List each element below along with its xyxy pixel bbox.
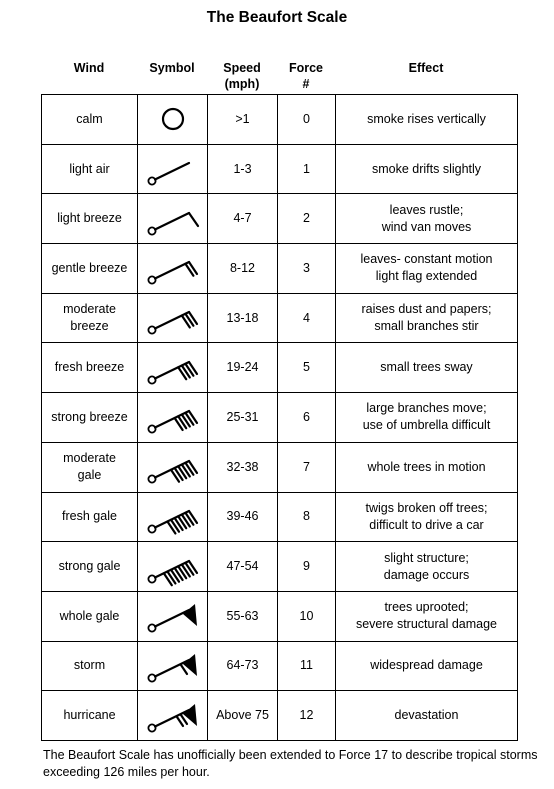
effect-text: large branches move; use of umbrella difficult <box>336 393 518 443</box>
symbol-cell <box>138 343 208 393</box>
speed-value: 13-18 <box>208 293 278 343</box>
header-force: Force # <box>288 61 324 91</box>
speed-value: 64-73 <box>208 641 278 691</box>
speed-value: 25-31 <box>208 393 278 443</box>
symbol-cell <box>138 591 208 641</box>
speed-value: 1-3 <box>208 144 278 194</box>
symbol-cell <box>138 492 208 542</box>
symbol-cell <box>138 442 208 492</box>
symbol-cell <box>138 691 208 741</box>
symbol-cell <box>138 144 208 194</box>
speed-value: 47-54 <box>208 542 278 592</box>
effect-text: trees uprooted; severe structural damage <box>336 591 518 641</box>
force-value: 9 <box>278 542 336 592</box>
wind-name: light breeze <box>42 194 138 244</box>
speed-value: 19-24 <box>208 343 278 393</box>
effect-text: leaves- constant motion light flag extended <box>336 244 518 294</box>
table-row <box>42 542 518 592</box>
wind-barb-force-9-icon <box>143 547 203 587</box>
force-value: 4 <box>278 293 336 343</box>
force-value: 10 <box>278 591 336 641</box>
force-value: 2 <box>278 194 336 244</box>
effect-text: smoke drifts slightly <box>336 144 518 194</box>
speed-value: 8-12 <box>208 244 278 294</box>
wind-barb-force-7-icon <box>143 447 203 487</box>
wind-barb-force-3-icon <box>143 248 203 288</box>
table-row <box>42 492 518 542</box>
wind-name: fresh breeze <box>42 343 138 393</box>
speed-value: >1 <box>208 95 278 145</box>
force-value: 6 <box>278 393 336 443</box>
effect-text: whole trees in motion <box>336 442 518 492</box>
effect-text: smoke rises vertically <box>336 95 518 145</box>
force-value: 11 <box>278 641 336 691</box>
force-value: 7 <box>278 442 336 492</box>
symbol-cell <box>138 293 208 343</box>
speed-value: Above 75 <box>208 691 278 741</box>
calm-circle-icon <box>143 99 203 139</box>
wind-name: moderate breeze <box>42 293 138 343</box>
wind-barb-force-2-icon <box>143 199 203 239</box>
wind-name: storm <box>42 641 138 691</box>
table-row <box>42 95 518 145</box>
table-row <box>42 343 518 393</box>
force-value: 5 <box>278 343 336 393</box>
wind-barb-force-10-icon <box>143 596 203 636</box>
force-value: 1 <box>278 144 336 194</box>
wind-name: whole gale <box>42 591 138 641</box>
symbol-cell <box>138 244 208 294</box>
table-row <box>42 591 518 641</box>
speed-value: 55-63 <box>208 591 278 641</box>
wind-barb-force-5-icon <box>143 348 203 388</box>
effect-text: twigs broken off trees; difficult to drive a car <box>336 492 518 542</box>
footnote: The Beaufort Scale has unofficially been extended to Force 17 to describe tropical storms exceeding 126 miles per hour. <box>43 748 538 779</box>
speed-value: 39-46 <box>208 492 278 542</box>
table-row <box>42 144 518 194</box>
speed-value: 32-38 <box>208 442 278 492</box>
table-row <box>42 442 518 492</box>
force-value: 8 <box>278 492 336 542</box>
table-row <box>42 393 518 443</box>
wind-barb-force-1-icon <box>143 149 203 189</box>
force-value: 0 <box>278 95 336 145</box>
wind-barb-force-4-icon <box>143 298 203 338</box>
table-row <box>42 293 518 343</box>
symbol-cell <box>138 393 208 443</box>
page-title: The Beaufort Scale <box>206 9 348 26</box>
force-value: 12 <box>278 691 336 741</box>
table-row <box>42 641 518 691</box>
effect-text: widespread damage <box>336 641 518 691</box>
effect-text: raises dust and papers; small branches stir <box>336 293 518 343</box>
wind-barb-force-8-icon <box>143 497 203 537</box>
beaufort-table <box>41 94 518 741</box>
table-row <box>42 244 518 294</box>
wind-barb-force-6-icon <box>143 397 203 437</box>
effect-text: slight structure; damage occurs <box>336 542 518 592</box>
wind-name: fresh gale <box>42 492 138 542</box>
symbol-cell <box>138 542 208 592</box>
wind-name: light air <box>42 144 138 194</box>
table-row <box>42 691 518 741</box>
header-symbol: Symbol <box>149 61 195 75</box>
table-row <box>42 194 518 244</box>
effect-text: leaves rustle; wind van moves <box>336 194 518 244</box>
symbol-cell <box>138 95 208 145</box>
header-wind: Wind <box>73 61 105 75</box>
effect-text: devastation <box>336 691 518 741</box>
symbol-cell <box>138 194 208 244</box>
wind-name: calm <box>42 95 138 145</box>
symbol-cell <box>138 641 208 691</box>
wind-name: hurricane <box>42 691 138 741</box>
wind-name: strong gale <box>42 542 138 592</box>
wind-barb-force-11-icon <box>143 646 203 686</box>
force-value: 3 <box>278 244 336 294</box>
wind-barb-force-12-icon <box>143 696 203 736</box>
header-effect: Effect <box>408 61 444 75</box>
speed-value: 4-7 <box>208 194 278 244</box>
wind-name: moderate gale <box>42 442 138 492</box>
header-speed: Speed (mph) <box>223 61 261 91</box>
wind-name: gentle breeze <box>42 244 138 294</box>
effect-text: small trees sway <box>336 343 518 393</box>
wind-name: strong breeze <box>42 393 138 443</box>
